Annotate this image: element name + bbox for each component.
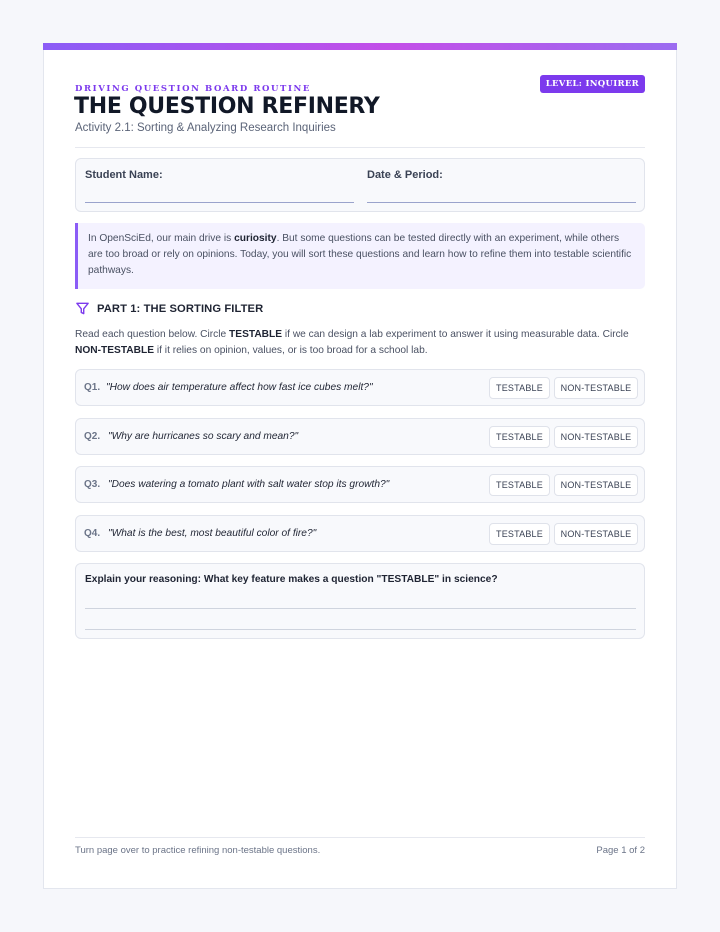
footer-note: Turn page over to practice refining non-testable questions. [75,845,321,856]
part1-instructions [75,327,645,359]
non-testable-option-q1[interactable]: NON-TESTABLE [554,377,638,399]
question-card-4 [75,515,645,552]
intro-text-a: In OpenSciEd, our main drive is [88,233,235,244]
part1-heading [75,301,263,316]
intro-text-bold: curiosity [234,233,277,244]
page-number: Page 1 of 2 [596,845,645,856]
level-badge: LEVEL: INQUIRER [540,75,645,93]
instr-text-c: if we can design a lab experiment to answer it using measurable data. Circle [282,329,629,340]
reasoning-prompt: Explain your reasoning: What key feature makes a question "TESTABLE" in science? [85,574,498,585]
page-subtitle: Activity 2.1: Sorting & Analyzing Research Inquiries [75,122,336,134]
question-number: Q1. [84,382,101,393]
answer-line-1[interactable] [85,608,636,609]
instr-text-a: Read each question below. Circle [75,329,230,340]
answer-line-2[interactable] [85,629,636,630]
student-name-label: Student Name: [85,169,163,181]
testable-option-q2[interactable]: TESTABLE [489,426,550,448]
footer-divider [75,837,645,838]
intro-text-b: . But some questions can be tested directly with an experiment, while others are too broad or rely on opinions. Today, you will sort these questions and learn how to refine them into testable scientific pathways. [88,233,632,276]
question-text: "What is the best, most beautiful color of fire?" [108,528,317,539]
question-card-3 [75,466,645,503]
header-divider [75,147,645,148]
instr-text-testable: TESTABLE [229,329,283,340]
question-number: Q4. [84,528,101,539]
question-number: Q3. [84,479,101,490]
date-period-label: Date & Period: [367,169,443,181]
accent-top-bar [43,43,677,50]
non-testable-option-q3[interactable]: NON-TESTABLE [554,474,638,496]
eyebrow-label: DRIVING QUESTION BOARD ROUTINE [75,84,312,94]
instr-text-e: if it relies on opinion, values, or is too broad for a school lab. [154,344,428,356]
non-testable-option-q4[interactable]: NON-TESTABLE [554,523,638,545]
testable-option-q1[interactable]: TESTABLE [489,377,550,399]
testable-option-q4[interactable]: TESTABLE [489,523,550,545]
question-card-1 [75,369,645,406]
funnel-icon [75,301,90,316]
part1-heading-text: PART 1: THE SORTING FILTER [97,302,264,315]
page-title: THE QUESTION REFINERY [74,94,380,119]
instr-text-non-testable: NON-TESTABLE [75,344,155,356]
testable-option-q3[interactable]: TESTABLE [489,474,550,496]
worksheet-page [43,43,677,889]
question-text: "How does air temperature affect how fast ice cubes melt?" [106,382,373,393]
question-text: "Does watering a tomato plant with salt water stop its growth?" [108,479,390,490]
non-testable-option-q2[interactable]: NON-TESTABLE [554,426,638,448]
reasoning-box [75,563,645,639]
question-number: Q2. [84,431,101,442]
intro-callout [75,223,645,289]
student-info-box [75,158,645,212]
date-period-line[interactable] [367,202,636,203]
question-card-2 [75,418,645,455]
student-name-line[interactable] [85,202,354,203]
question-text: "Why are hurricanes so scary and mean?" [108,431,299,442]
